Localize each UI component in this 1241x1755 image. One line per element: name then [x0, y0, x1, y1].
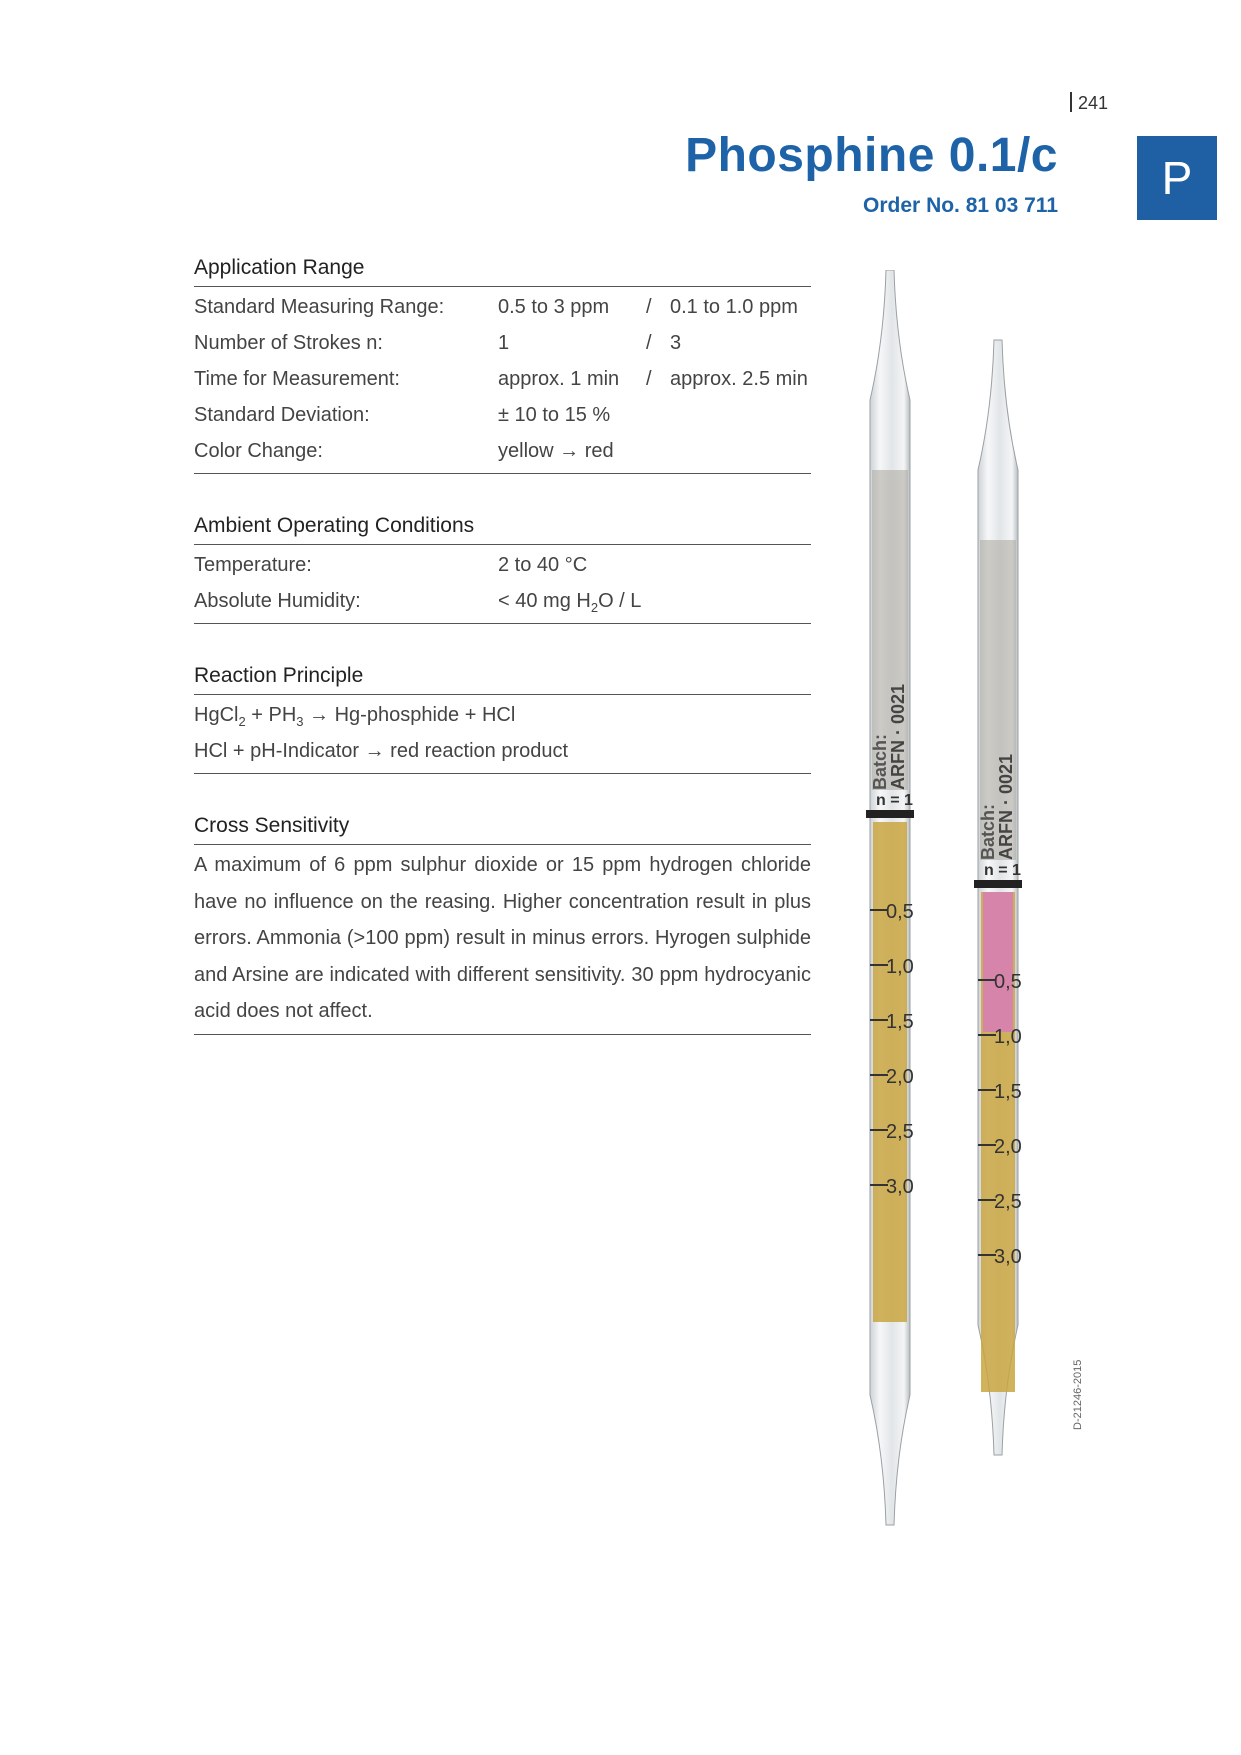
tube-code-label: ARFN · 0021	[996, 753, 1016, 860]
row-value-1: 1	[498, 332, 510, 354]
tube-1	[866, 270, 914, 1525]
scale-label: 0,5	[994, 971, 1022, 993]
row-value: 2 to 40 °C	[498, 554, 588, 576]
application-range-row	[194, 325, 811, 361]
section-title: Ambient Operating Conditions	[194, 508, 811, 545]
application-range-row	[194, 397, 811, 433]
row-label: Absolute Humidity:	[194, 590, 361, 612]
row-value-2: approx. 2.5 min	[670, 368, 808, 390]
scale-label: 1,5	[886, 1011, 914, 1033]
reaction-line-1: HgCl$_2$ + $PH_3$ → Hg-phosphide + HCl	[194, 704, 516, 729]
reaction-principle-section	[194, 658, 811, 774]
row-value-2	[670, 397, 811, 433]
tube-batch-label: Batch:	[978, 803, 998, 860]
application-range-row	[194, 289, 811, 325]
row-value-2: 0.1 to 1.0 ppm	[670, 296, 798, 318]
scale-label: 3,0	[994, 1246, 1022, 1268]
row-separator	[646, 397, 670, 433]
scale-label: 1,0	[886, 956, 914, 978]
row-label: Standard Deviation:	[194, 404, 370, 426]
tube-band	[974, 880, 1022, 888]
section-title: Application Range	[194, 250, 811, 287]
tube-n-label: n = 1	[984, 862, 1021, 879]
section-title: Reaction Principle	[194, 658, 811, 695]
row-value-2: 3	[670, 332, 682, 354]
scale-label: 2,0	[886, 1066, 914, 1088]
row-label: Standard Measuring Range:	[194, 296, 445, 318]
humidity-row	[194, 583, 811, 619]
scale-label: 3,0	[886, 1176, 914, 1198]
row-separator	[646, 433, 670, 469]
detector-tubes-photo	[840, 270, 1080, 1540]
scale-label: 2,5	[886, 1121, 914, 1143]
tube-code-label: ARFN · 0021	[888, 683, 908, 790]
spec-content	[194, 250, 811, 1069]
scale-label: 1,0	[994, 1026, 1022, 1048]
row-label: Time for Measurement:	[194, 368, 400, 390]
row-label: Temperature:	[194, 554, 312, 576]
cross-sensitivity-rows	[194, 845, 811, 1035]
tube-band	[866, 810, 914, 818]
tube-batch-label: Batch:	[870, 733, 890, 790]
scale-label: 0,5	[886, 901, 914, 923]
row-value-1: yellow → red	[498, 440, 614, 462]
page-title: Phosphine 0.1/c	[685, 129, 1058, 182]
scale-label: 2,0	[994, 1136, 1022, 1158]
row-label: Number of Strokes n:	[194, 332, 383, 354]
tube-indicator-stain	[983, 892, 1013, 1032]
tube-n-label: n = 1	[876, 792, 913, 809]
order-number: Order No. 81 03 711	[863, 194, 1058, 217]
row-separator: /	[646, 368, 652, 390]
row-value: < 40 mg $H_2O$ / L	[498, 590, 642, 615]
application-range-rows	[194, 287, 811, 474]
application-range-row	[194, 361, 811, 397]
reaction-principle-rows	[194, 695, 811, 774]
image-credit: D-21246-2015	[1072, 1359, 1084, 1430]
reaction-line-2: HCl + pH-Indicator → red reaction product	[194, 740, 569, 762]
section-title: Cross Sensitivity	[194, 808, 811, 845]
scale-label: 1,5	[994, 1081, 1022, 1103]
temperature-row	[194, 547, 811, 583]
row-value-2	[670, 433, 811, 469]
ambient-conditions-rows	[194, 545, 811, 624]
section-tab: P	[1137, 136, 1217, 220]
page-number: 241	[1070, 92, 1108, 114]
cross-sensitivity-text: A maximum of 6 ppm sulphur dioxide or 15 ppm hydrogen chloride have no influence on the reasing. Higher concentration result in plus errors. Ammonia (>100 ppm) result in minus errors. Hyrogen sulphide and Arsine are indicated with different sensitivity. 30 ppm hydrocyanic acid does not affect.	[194, 854, 811, 1022]
cross-sensitivity-section	[194, 808, 811, 1035]
row-separator: /	[646, 296, 652, 318]
row-label: Color Change:	[194, 440, 323, 462]
application-range-section	[194, 250, 811, 474]
row-value-1: ± 10 to 15 %	[498, 404, 611, 426]
row-value-1: 0.5 to 3 ppm	[498, 296, 610, 318]
ambient-conditions-section	[194, 508, 811, 624]
application-range-row	[194, 433, 811, 469]
row-value-1: approx. 1 min	[498, 368, 620, 390]
row-separator: /	[646, 332, 652, 354]
tube-2	[974, 340, 1022, 1455]
scale-label: 2,5	[994, 1191, 1022, 1213]
